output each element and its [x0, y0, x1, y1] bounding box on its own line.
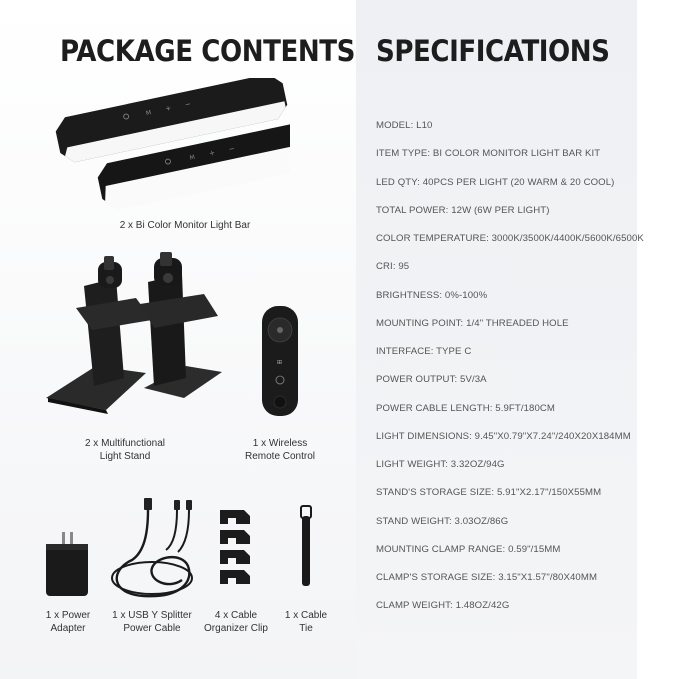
svg-text:M: M [189, 153, 196, 162]
specifications-list [376, 116, 646, 625]
cable-clips-caption: 4 x Cable Organizer Clip [204, 610, 268, 634]
remote-control-image [260, 304, 300, 422]
spec-clamp-weight: CLAMP WEIGHT: 1.48OZ/42G [376, 600, 510, 612]
light-stand-caption: 2 x Multifunctional Light Stand [84, 438, 166, 462]
spec-interface: INTERFACE: TYPE C [376, 346, 472, 357]
remote-control-caption: 1 x Wireless Remote Control [244, 438, 316, 462]
spec-brightness: BRIGHTNESS: 0%-100% [376, 289, 488, 301]
light-bar-caption: 2 x Bi Color Monitor Light Bar [119, 220, 251, 231]
usb-splitter-caption: 1 x USB Y Splitter Power Cable [112, 610, 192, 634]
spec-mounting-clamp-range: MOUNTING CLAMP RANGE: 0.59"/15MM [376, 543, 561, 555]
spec-power-output: POWER OUTPUT: 5V/3A [376, 374, 487, 386]
svg-text:+: + [208, 148, 216, 158]
light-bar-image [30, 78, 290, 213]
svg-text:+: + [164, 104, 173, 114]
svg-text:⊞: ⊞ [277, 359, 283, 366]
cable-tie-caption: 1 x Cable Tie [284, 610, 328, 634]
package-contents-heading: PACKAGE CONTENTS [60, 34, 355, 68]
spec-color-temperature: COLOR TEMPERATURE: 3000K/3500K/4400K/5600K/6500K [376, 233, 644, 244]
power-adapter-caption: 1 x Power Adapter [45, 610, 91, 634]
spec-mounting-point: MOUNTING POINT: 1/4" THREADED HOLE [376, 317, 569, 329]
spec-light-weight: LIGHT WEIGHT: 3.32OZ/94G [376, 459, 505, 470]
cable-tie-image [296, 504, 316, 588]
specifications-heading: SPECIFICATIONS [376, 34, 610, 68]
spec-model: MODEL: L10 [376, 120, 433, 131]
spec-led-qty: LED QTY: 40PCS PER LIGHT (20 WARM & 20 COOL) [376, 176, 615, 188]
spec-stand-storage-size: STAND'S STORAGE SIZE: 5.91"X2.17"/150X55MM [376, 487, 602, 499]
spec-clamp-storage-size: CLAMP'S STORAGE SIZE: 3.15"X1.57"/80X40MM [376, 572, 598, 583]
spec-cri: CRI: 95 [376, 261, 410, 273]
power-adapter-image [42, 532, 92, 598]
light-stand-image [36, 248, 226, 418]
svg-text:−: − [227, 144, 236, 154]
spec-stand-weight: STAND WEIGHT: 3.03OZ/86G [376, 515, 509, 527]
svg-text:−: − [184, 99, 192, 109]
spec-light-dimensions: LIGHT DIMENSIONS: 9.45"X0.79"X7.24"/240X20X184MM [376, 430, 631, 442]
cable-clips-image [214, 506, 256, 590]
spec-power-cable-length: POWER CABLE LENGTH: 5.9FT/180CM [376, 402, 556, 414]
spec-total-power: TOTAL POWER: 12W (6W PER LIGHT) [376, 204, 550, 216]
usb-splitter-cable-image [104, 494, 200, 604]
spec-item-type: ITEM TYPE: BI COLOR MONITOR LIGHT BAR KIT [376, 148, 601, 160]
svg-text:M: M [145, 109, 152, 118]
